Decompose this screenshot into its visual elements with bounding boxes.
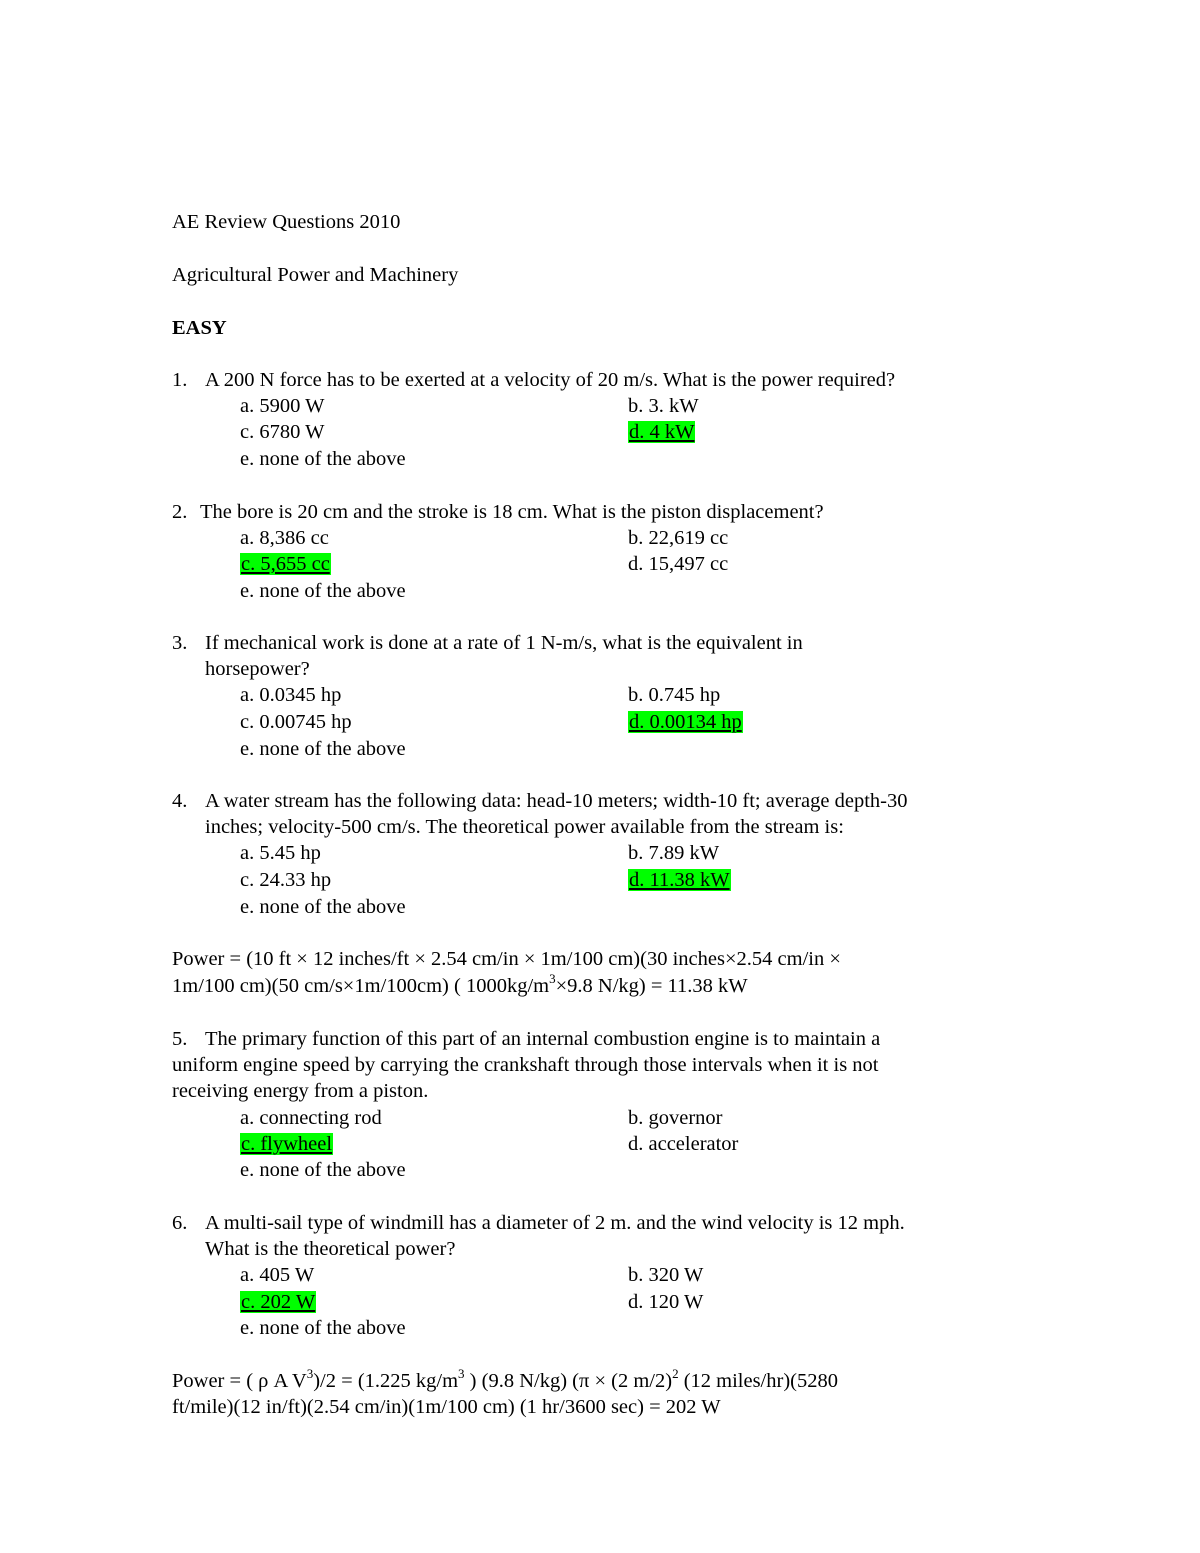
option-a: a. connecting rod: [240, 1107, 382, 1129]
option-a: a. 405 W: [240, 1264, 315, 1286]
question-text-continued: uniform engine speed by carrying the crankshaft through those intervals when it is not: [172, 1054, 879, 1076]
option-b: b. governor: [628, 1107, 723, 1129]
option-a: a. 0.0345 hp: [240, 684, 342, 706]
question-1: [172, 367, 895, 393]
option-b: b. 22,619 cc: [628, 527, 729, 549]
superscript: 3: [458, 1366, 465, 1381]
question-2: [172, 499, 824, 525]
option-e: e. none of the above: [240, 738, 406, 760]
solution-line: [172, 1368, 838, 1394]
superscript: 3: [549, 971, 556, 986]
question-4: [172, 788, 907, 814]
solution-text: 1m/100 cm)(50 cm/s×1m/100cm) ( 1000kg/m: [172, 975, 550, 997]
question-text-continued: What is the theoretical power?: [205, 1238, 456, 1260]
question-3: [172, 630, 803, 656]
solution-text: ) (9.8 N/kg) (π × (2 m/2): [464, 1370, 673, 1392]
answer-highlight: d. 0.00134 hp: [629, 711, 742, 733]
solution-line: ft/mile)(12 in/ft)(2.54 cm/in)(1m/100 cm) (1 hr/3600 sec) = 202 W: [172, 1396, 721, 1418]
option-a: a. 5900 W: [240, 395, 325, 417]
option-a: a. 8,386 cc: [240, 527, 329, 549]
option-c-answer: [240, 1289, 316, 1315]
solution-line: [172, 973, 748, 999]
question-text: The bore is 20 cm and the stroke is 18 cm. What is the piston displacement?: [200, 501, 824, 523]
solution-text: )/2 = (1.225 kg/m: [313, 1370, 459, 1392]
option-d: d. 15,497 cc: [628, 553, 729, 575]
solution-line: Power = (10 ft × 12 inches/ft × 2.54 cm/in × 1m/100 cm)(30 inches×2.54 cm/in ×: [172, 948, 841, 970]
option-b: b. 3. kW: [628, 395, 699, 417]
question-number: 3.: [172, 632, 188, 654]
question-text: A multi-sail type of windmill has a diameter of 2 m. and the wind velocity is 12 mph.: [205, 1212, 905, 1234]
option-e: e. none of the above: [240, 580, 406, 602]
solution-text: Power = ( ρ A V: [172, 1370, 307, 1392]
question-text-continued: receiving energy from a piston.: [172, 1080, 429, 1102]
option-b: b. 0.745 hp: [628, 684, 721, 706]
option-c: c. 0.00745 hp: [240, 711, 352, 733]
option-d: d. accelerator: [628, 1133, 739, 1155]
question-text: A 200 N force has to be exerted at a velocity of 20 m/s. What is the power required?: [205, 369, 896, 391]
option-d-answer: [628, 709, 743, 735]
question-6: [172, 1210, 905, 1236]
option-d-answer: [628, 867, 731, 893]
solution-text: (12 miles/hr)(5280: [678, 1370, 838, 1392]
answer-highlight: c. flywheel: [241, 1133, 333, 1155]
question-text: The primary function of this part of an internal combustion engine is to maintain a: [205, 1028, 881, 1050]
option-c-answer: [240, 1131, 333, 1157]
option-b: b. 7.89 kW: [628, 842, 720, 864]
superscript: 3: [306, 1366, 314, 1381]
answer-highlight: d. 4 kW: [629, 421, 695, 443]
option-b: b. 320 W: [628, 1264, 704, 1286]
option-d-answer: [628, 419, 695, 445]
option-e: e. none of the above: [240, 1317, 406, 1339]
question-number: 1.: [172, 369, 188, 391]
solution-text: ×9.8 N/kg) = 11.38 kW: [555, 975, 748, 997]
answer-highlight: c. 202 W: [241, 1291, 316, 1313]
option-d: d. 120 W: [628, 1291, 704, 1313]
option-e: e. none of the above: [240, 896, 406, 918]
question-number: 5.: [172, 1028, 188, 1050]
question-text: If mechanical work is done at a rate of 1 N-m/s, what is the equivalent in: [205, 632, 803, 654]
option-c: c. 24.33 hp: [240, 869, 332, 891]
question-text-continued: horsepower?: [205, 658, 310, 680]
answer-highlight: d. 11.38 kW: [629, 869, 730, 891]
question-text: A water stream has the following data: head-10 meters; width-10 ft; average depth-30: [205, 790, 908, 812]
document-subject: Agricultural Power and Machinery: [172, 264, 459, 286]
superscript: 2: [672, 1366, 679, 1381]
question-text-continued: inches; velocity-500 cm/s. The theoretical power available from the stream is:: [205, 816, 844, 838]
option-e: e. none of the above: [240, 448, 406, 470]
question-number: 6.: [172, 1212, 188, 1234]
answer-highlight: c. 5,655 cc: [241, 553, 330, 575]
option-c: c. 6780 W: [240, 421, 325, 443]
document-title: AE Review Questions 2010: [172, 211, 401, 233]
option-a: a. 5.45 hp: [240, 842, 321, 864]
option-e: e. none of the above: [240, 1159, 406, 1181]
difficulty-heading: EASY: [172, 317, 227, 339]
question-number: 4.: [172, 790, 188, 812]
option-c-answer: [240, 551, 331, 577]
question-5: [172, 1026, 880, 1052]
question-number: 2.: [172, 501, 188, 523]
